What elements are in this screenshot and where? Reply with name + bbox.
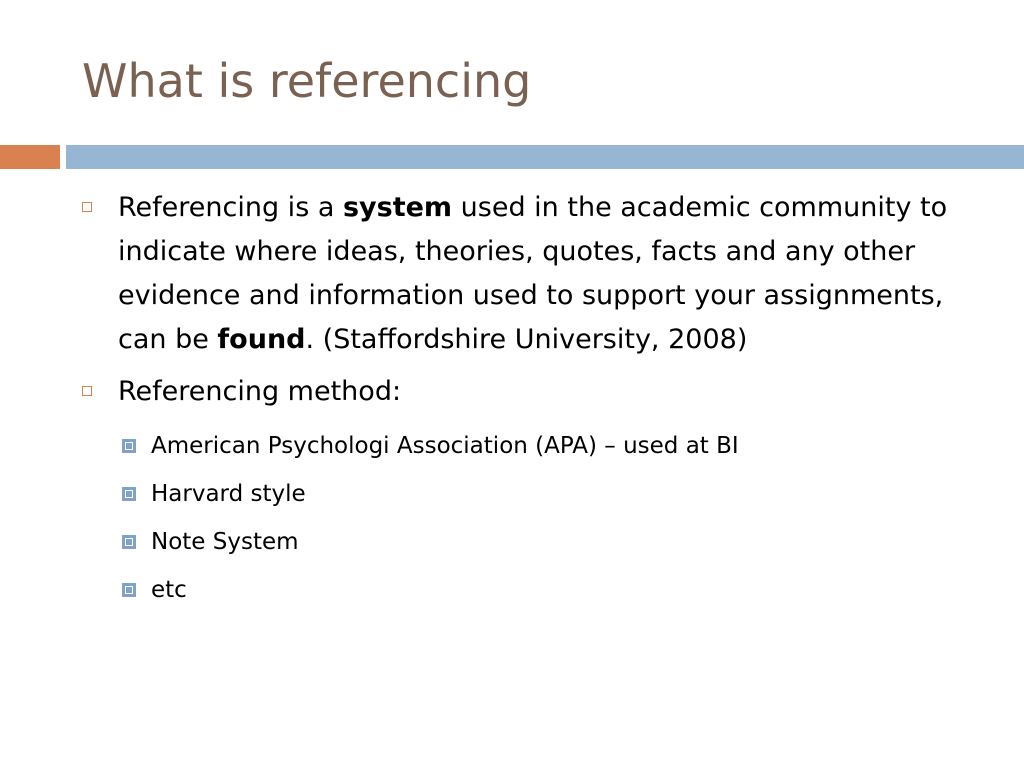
sub-item-label: Harvard style bbox=[151, 481, 306, 507]
bullet-methods bbox=[82, 370, 982, 414]
text-segment: . (Staffordshire University, 2008) bbox=[305, 324, 748, 355]
sub-item-note-system bbox=[118, 518, 982, 566]
text-segment: Referencing is a bbox=[118, 192, 343, 223]
sub-item-label: Note System bbox=[151, 529, 299, 555]
square-bullet-icon bbox=[122, 583, 136, 597]
square-bullet-icon bbox=[122, 535, 136, 549]
bullet-definition bbox=[82, 186, 982, 362]
header-bar bbox=[66, 145, 1024, 169]
sub-item-etc bbox=[118, 566, 982, 614]
accent-bar bbox=[0, 145, 60, 169]
bullet-list bbox=[82, 186, 982, 614]
bold-term-found: found bbox=[217, 324, 306, 355]
methods-sublist bbox=[82, 422, 982, 614]
sub-item-apa bbox=[118, 422, 982, 470]
sub-item-label: etc bbox=[151, 577, 187, 603]
bold-term-system: system bbox=[342, 192, 453, 223]
slide-title: What is referencing bbox=[82, 54, 532, 108]
box-bullet-icon bbox=[82, 202, 92, 212]
definition-text bbox=[118, 192, 947, 355]
text-segment: used in the academic community to indicate where ideas, theories, quotes, facts and any other evidence and information used to support your assignments, can be bbox=[118, 192, 948, 355]
square-bullet-icon bbox=[122, 439, 136, 453]
square-bullet-icon bbox=[122, 487, 136, 501]
box-bullet-icon bbox=[82, 386, 92, 396]
sub-item-label: American Psychologi Association (APA) – used at BI bbox=[151, 433, 739, 459]
sub-item-harvard bbox=[118, 470, 982, 518]
methods-heading: Referencing method: bbox=[118, 376, 402, 407]
